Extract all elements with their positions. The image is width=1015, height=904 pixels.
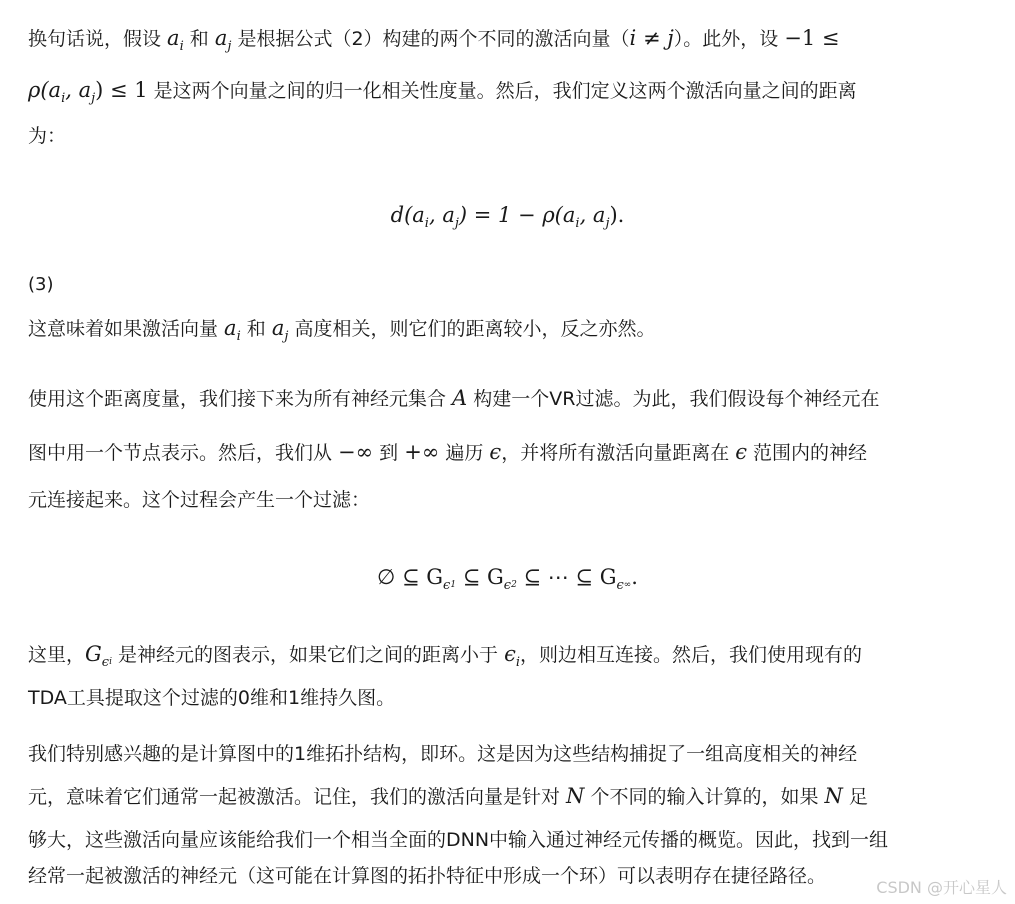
paragraph-1-line-1 — [28, 24, 840, 61]
math-comma-a: , a — [65, 78, 92, 102]
math-subset: ⊆ G — [456, 565, 504, 589]
math-subsub-i: i — [109, 657, 112, 667]
text: 是神经元的图表示，如果它们之间的距离小于 — [111, 644, 505, 666]
text: 高度相关，则它们的距离较小，反之亦然。 — [288, 318, 656, 340]
math-sub-epsilon: ϵ — [503, 578, 512, 593]
math-sub-epsilon: ϵ — [616, 578, 624, 593]
equation-filtration — [0, 564, 1015, 593]
math-lhs: d(a — [390, 203, 425, 227]
paragraph-3-line-3: 元连接起来。这个过程会产生一个过滤： — [28, 489, 371, 511]
text: 元，意味着它们通常一起被激活。记住，我们的激活向量是针对 — [28, 786, 567, 808]
math-sub-i: i — [424, 216, 429, 231]
text: 使用这个距离度量，我们接下来为所有神经元集合 — [28, 388, 453, 410]
text: 换句话说，假设 — [28, 28, 168, 50]
paragraph-1-line-2 — [28, 76, 857, 113]
paragraph-5-line-1: 我们特别感兴趣的是计算图中的1维拓扑结构，即环。这是因为这些结构捕捉了一组高度相关的神经 — [28, 743, 858, 765]
math-condition: i ≠ j — [629, 26, 674, 50]
text: 图中用一个节点表示。然后，我们从 — [28, 442, 339, 464]
math-epsilon: ϵ — [504, 642, 516, 666]
paragraph-3-line-1 — [28, 384, 879, 413]
paragraph-5-line-2 — [28, 782, 868, 811]
text: ）。此外，设 — [673, 28, 785, 50]
math-subsub-2: 2 — [511, 580, 517, 590]
math-sub-i: i — [61, 91, 66, 106]
math-sub-i: i — [575, 216, 580, 231]
text: ，并将所有激活向量距离在 — [501, 442, 736, 464]
math-end: . — [631, 565, 638, 589]
math-a: a — [214, 26, 228, 50]
math-subsub-1: 1 — [450, 580, 457, 590]
math-epsilon: ϵ — [489, 440, 502, 464]
math-minus-infinity: −∞ — [338, 440, 374, 464]
math-a: a — [271, 316, 285, 340]
paragraph-4-line-2: TDA工具提取这个过滤的0维和1维持久图。 — [28, 687, 396, 709]
math-subsub-infinity: ∞ — [623, 580, 632, 590]
math-sub-j: j — [91, 91, 96, 106]
math-sub-epsilon: ϵ — [101, 655, 110, 670]
text: ，则边相互连接。然后，我们使用现有的 — [520, 644, 863, 666]
math-rho: ρ(a — [28, 78, 62, 102]
text: 构建一个VR过滤。为此，我们假设每个神经元在 — [467, 388, 880, 410]
math-sub-j: j — [227, 39, 232, 54]
math-G: G — [85, 642, 102, 666]
text: 范围内的神经 — [747, 442, 868, 464]
paragraph-1-line-3: 为： — [28, 125, 67, 147]
text: 和 — [240, 318, 272, 340]
math-epsilon: ϵ — [735, 440, 747, 464]
math-a: a — [224, 316, 237, 340]
paragraph-5-line-4: 经常一起被激活的神经元（这可能在计算图的拓扑特征中形成一个环）可以表明存在捷径路径。 — [28, 865, 827, 887]
math-mid: ) = 1 − ρ(a — [458, 203, 576, 227]
math-a: a — [167, 26, 180, 50]
math-comma-a: , a — [428, 203, 455, 227]
equation-number: (3) — [28, 274, 54, 295]
text: 足 — [842, 786, 868, 808]
equation-distance — [0, 202, 1015, 231]
paragraph-4-line-1 — [28, 640, 862, 677]
math-sub-j: j — [454, 216, 459, 231]
math-empty-subset: ∅ ⊆ G — [377, 565, 444, 589]
paragraph-2 — [28, 314, 655, 351]
math-A: A — [452, 386, 468, 410]
watermark: CSDN @开心星人 — [876, 878, 1007, 897]
math-N: N — [566, 784, 585, 808]
math-sub-i: i — [236, 329, 241, 344]
text: 到 — [373, 442, 405, 464]
paragraph-3-line-2 — [28, 438, 867, 467]
math-sub-i: i — [515, 655, 520, 670]
text: 是这两个向量之间的归一化相关性度量。然后，我们定义这两个激活向量之间的距离 — [147, 80, 857, 102]
math-sub-j: j — [605, 216, 610, 231]
text: 这意味着如果激活向量 — [28, 318, 225, 340]
text: 遍历 — [439, 442, 490, 464]
math-comma-a: , a — [579, 203, 606, 227]
text: 是根据公式（2）构建的两个不同的激活向量（ — [231, 28, 630, 50]
paragraph-5-line-3: 够大，这些激活向量应该能给我们一个相当全面的DNN中输入通过神经元传播的概览。因此，找到一组 — [28, 829, 889, 851]
text: 和 — [183, 28, 215, 50]
text: 个不同的输入计算的，如果 — [584, 786, 825, 808]
math-rho-lower: −1 ≤ — [784, 26, 840, 50]
math-sub-j: j — [284, 329, 289, 344]
math-plus-infinity: +∞ — [404, 440, 440, 464]
math-subset-dots: ⊆ ⋯ ⊆ G — [516, 565, 617, 589]
text: 这里， — [28, 644, 86, 666]
math-end: ). — [609, 203, 625, 227]
math-rho-upper: ) ≤ 1 — [95, 78, 148, 102]
math-sub-i: i — [179, 39, 184, 54]
math-sub-epsilon: ϵ — [443, 578, 451, 593]
math-N: N — [824, 784, 843, 808]
